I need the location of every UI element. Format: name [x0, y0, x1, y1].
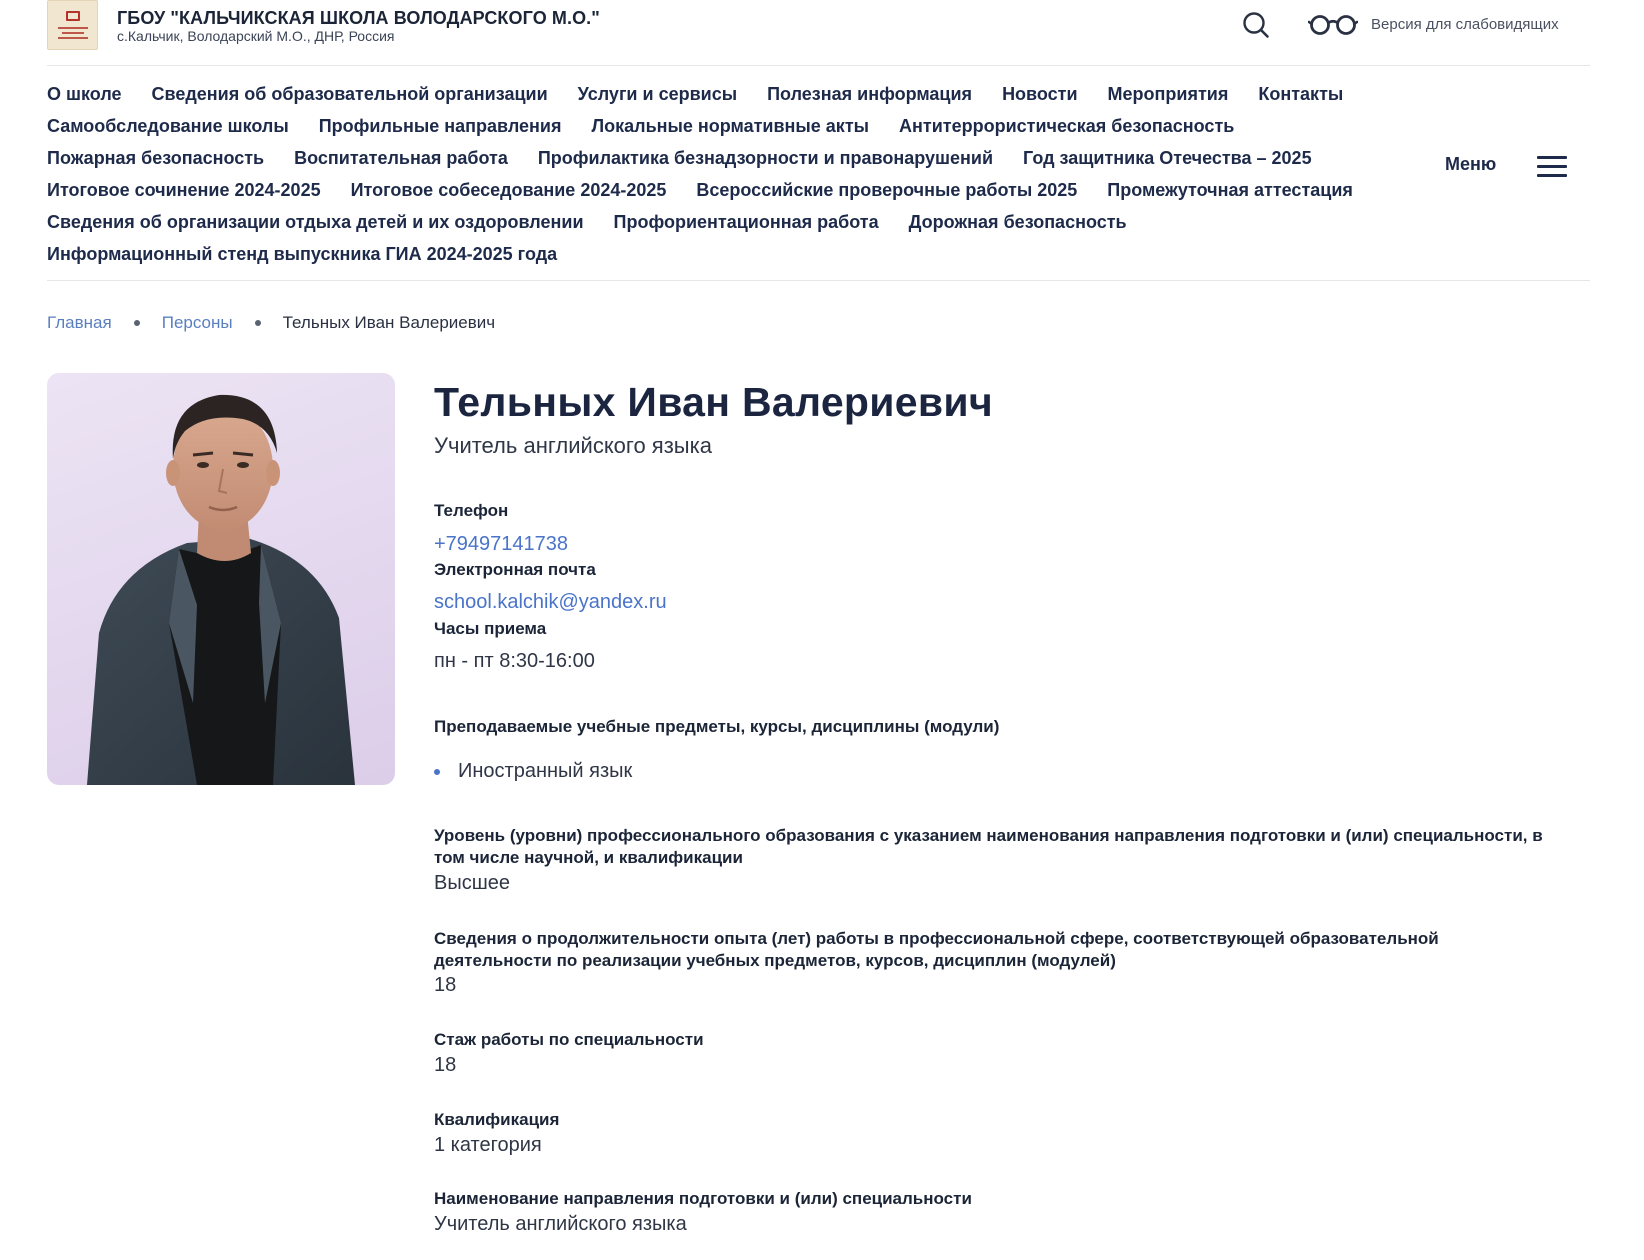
nav-item-services[interactable]: Услуги и сервисы: [577, 84, 738, 104]
phone-link[interactable]: +79497141738: [434, 533, 569, 555]
experience-value: 18: [434, 974, 457, 996]
person-position: Учитель английского языка: [434, 433, 712, 458]
nav-item-prevention[interactable]: Профилактика безнадзорности и правонарушений: [537, 148, 994, 168]
breadcrumb-separator: [134, 320, 140, 326]
bullet-icon: [434, 769, 440, 775]
subjects-label: Преподаваемые учебные предметы, курсы, дисциплины (модули): [434, 717, 1000, 736]
nav-item-defender-year[interactable]: Год защитника Отечества – 2025: [1023, 148, 1312, 168]
nav-links: [47, 78, 1437, 270]
low-vision-version-link[interactable]: Версия для слабовидящих: [1371, 16, 1559, 33]
phone-label: Телефон: [434, 501, 509, 520]
specialty-experience-value: 18: [434, 1054, 457, 1076]
breadcrumb-separator: [255, 320, 261, 326]
nav-item-local-acts[interactable]: Локальные нормативные акты: [591, 116, 870, 136]
nav-item-org-info[interactable]: Сведения об образовательной организации: [151, 84, 548, 104]
main-nav: [47, 66, 1590, 281]
site-header: [47, 0, 1590, 66]
nav-item-upbringing[interactable]: Воспитательная работа: [294, 148, 508, 168]
subject-list-item: [434, 760, 632, 783]
nav-item-vpr[interactable]: Всероссийские проверочные работы 2025: [696, 180, 1078, 200]
nav-item-profile-directions[interactable]: Профильные направления: [318, 116, 562, 136]
school-logo[interactable]: [47, 0, 98, 50]
nav-item-self-assessment[interactable]: Самообследование школы: [47, 116, 289, 136]
nav-item-anti-terror[interactable]: Антитеррористическая безопасность: [899, 116, 1235, 136]
direction-value: Учитель английского языка: [434, 1213, 687, 1235]
nav-item-fire-safety[interactable]: Пожарная безопасность: [47, 148, 265, 168]
nav-item-career-guidance[interactable]: Профориентационная работа: [613, 212, 879, 232]
breadcrumb-home[interactable]: Главная: [47, 313, 112, 332]
nav-item-interim-attestation[interactable]: Промежуточная аттестация: [1107, 180, 1353, 200]
nav-item-children-rest[interactable]: Сведения об организации отдыха детей и их оздоровлении: [47, 212, 584, 232]
breadcrumb: [47, 313, 495, 333]
breadcrumb-persons[interactable]: Персоны: [161, 313, 233, 332]
email-link[interactable]: school.kalchik@yandex.ru: [434, 591, 667, 613]
nav-item-contacts[interactable]: Контакты: [1258, 84, 1344, 104]
nav-item-final-essay[interactable]: Итоговое сочинение 2024-2025: [47, 180, 321, 200]
nav-item-gia-stand[interactable]: Информационный стенд выпускника ГИА 2024-2025 года: [47, 244, 558, 264]
education-label: Уровень (уровни) профессионального образования с указанием наименования направления подготовки и (или) специальности, в том числе научной, и квалификации: [434, 826, 1543, 867]
hours-label: Часы приема: [434, 619, 547, 638]
nav-item-news[interactable]: Новости: [1002, 84, 1078, 104]
experience-label: Сведения о продолжительности опыта (лет) работы в профессиональной сфере, соответствующей образовательной деятельности по реализации учебных предметов, курсов, дисциплин (модулей): [434, 929, 1439, 970]
org-address: с.Кальчик, Володарский М.О., ДНР, Россия: [117, 28, 395, 44]
nav-item-road-safety[interactable]: Дорожная безопасность: [908, 212, 1127, 232]
specialty-experience-label: Стаж работы по специальности: [434, 1030, 704, 1049]
glasses-icon[interactable]: [1308, 12, 1358, 38]
education-value: Высшее: [434, 872, 511, 894]
search-icon[interactable]: [1242, 11, 1270, 39]
email-label: Электронная почта: [434, 560, 596, 579]
person-name: Тельных Иван Валериевич: [434, 379, 993, 425]
hamburger-icon[interactable]: [1537, 156, 1569, 180]
breadcrumb-current: Тельных Иван Валериевич: [282, 313, 496, 332]
person-photo: [47, 373, 395, 785]
person-portrait-image: [47, 373, 395, 785]
book-icon: [66, 11, 80, 21]
nav-item-about[interactable]: О школе: [47, 84, 122, 104]
subject-name: Иностранный язык: [458, 760, 633, 782]
menu-button-label[interactable]: Меню: [1445, 154, 1497, 174]
nav-item-events[interactable]: Мероприятия: [1107, 84, 1229, 104]
qualification-value: 1 категория: [434, 1134, 542, 1156]
nav-item-useful-info[interactable]: Полезная информация: [767, 84, 973, 104]
nav-item-final-interview[interactable]: Итоговое собеседование 2024-2025: [350, 180, 667, 200]
qualification-label: Квалификация: [434, 1110, 560, 1129]
hours-value: пн - пт 8:30-16:00: [434, 650, 595, 672]
org-name[interactable]: ГБОУ "КАЛЬЧИКСКАЯ ШКОЛА ВОЛОДАРСКОГО М.О.": [117, 8, 600, 28]
direction-label: Наименование направления подготовки и (или) специальности: [434, 1189, 972, 1208]
